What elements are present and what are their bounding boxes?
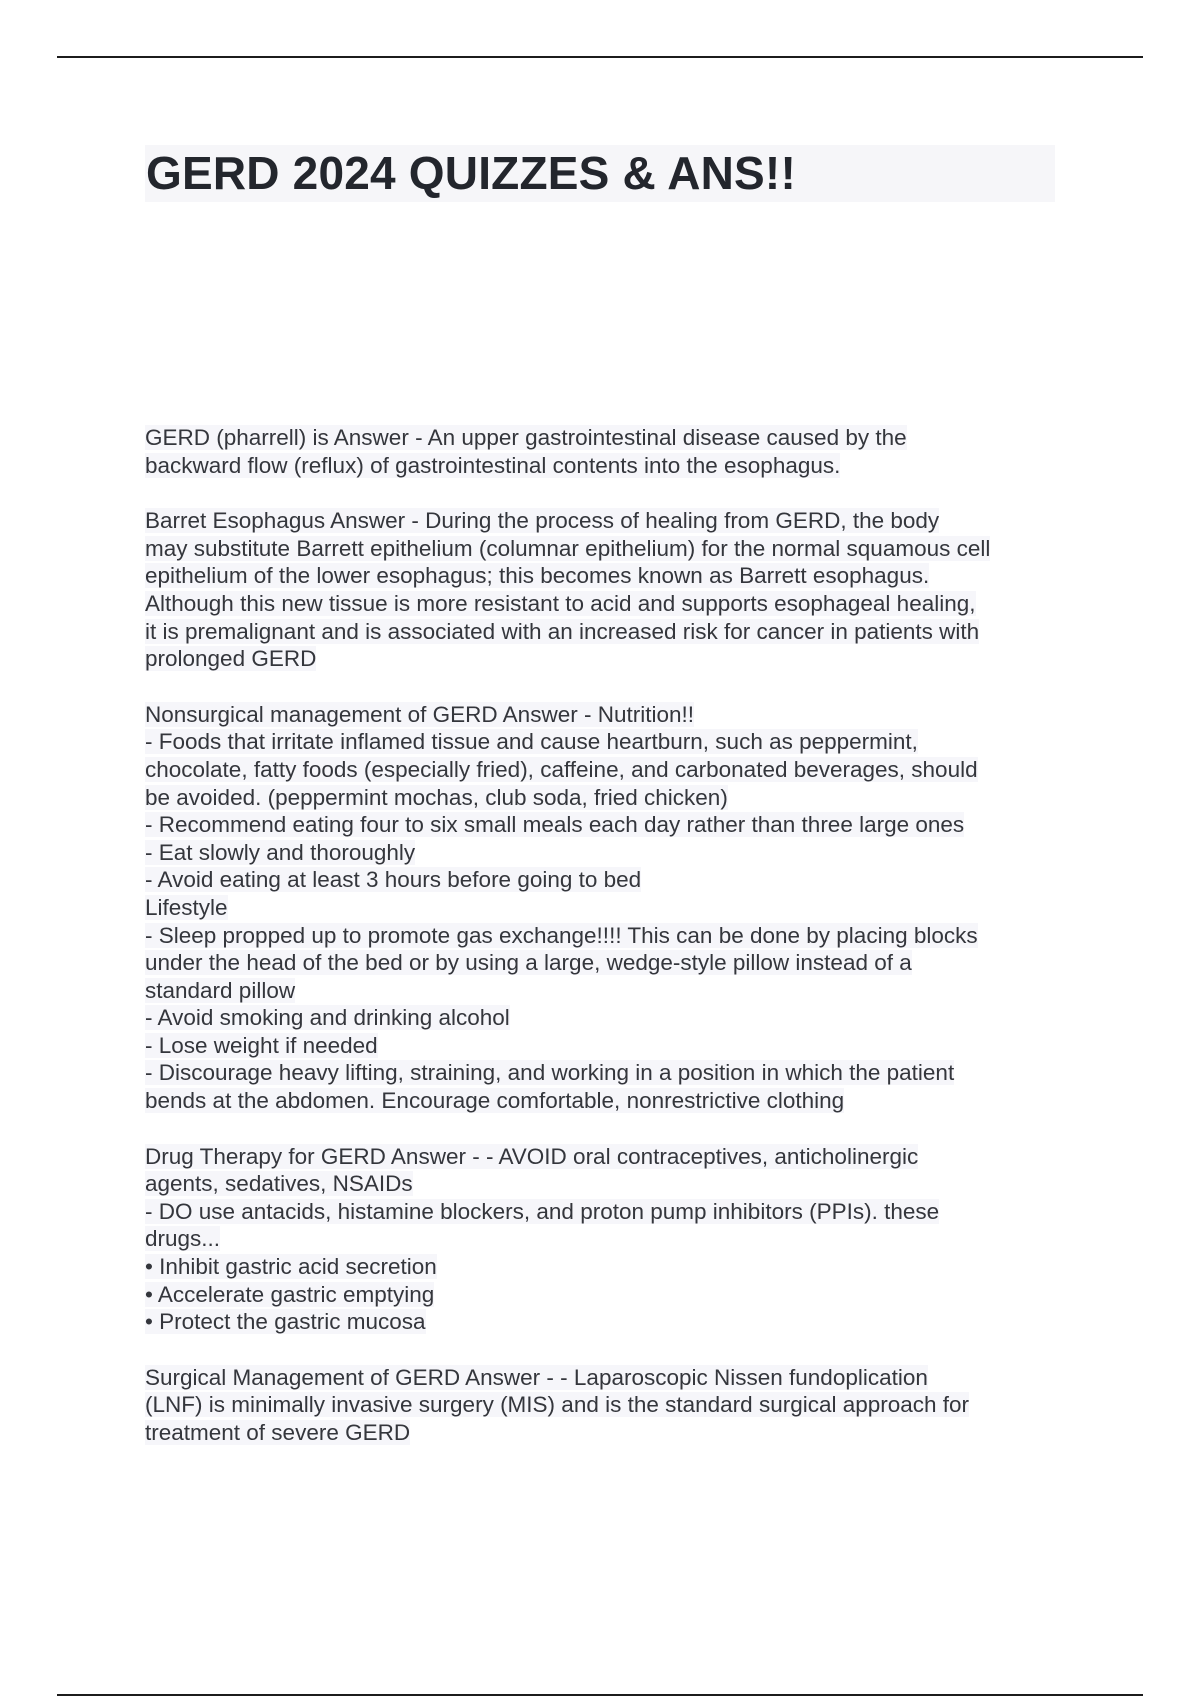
text-line: be avoided. (peppermint mochas, club soda, fried chicken) <box>145 784 728 810</box>
footer-rule <box>57 1694 1143 1696</box>
text-line: prolonged GERD <box>145 646 317 672</box>
page-title: GERD 2024 QUIZZES & ANS!! <box>146 147 796 199</box>
text-line: • Accelerate gastric emptying <box>145 1281 435 1307</box>
text-line: Surgical Management of GERD Answer - - Laparoscopic Nissen fundoplication <box>145 1364 928 1390</box>
text-line: - Discourage heavy lifting, straining, and working in a position in which the patient <box>145 1060 955 1086</box>
text-line: agents, sedatives, NSAIDs <box>145 1171 413 1197</box>
qa-item-surgical-management <box>145 1364 1065 1447</box>
qa-item-nonsurgical-management <box>145 701 1065 1115</box>
text-line: - Sleep propped up to promote gas exchange!!!! This can be done by placing blocks <box>145 922 978 948</box>
text-line: Lifestyle <box>145 894 228 920</box>
text-line: backward flow (reflux) of gastrointestinal contents into the esophagus. <box>145 452 841 478</box>
text-line: standard pillow <box>145 977 296 1003</box>
text-line: under the head of the bed or by using a large, wedge-style pillow instead of a <box>145 950 912 976</box>
qa-item-gerd-definition <box>145 424 1065 479</box>
text-line: - Recommend eating four to six small meals each day rather than three large ones <box>145 812 965 838</box>
text-line: may substitute Barrett epithelium (columnar epithelium) for the normal squamous cell <box>145 535 991 561</box>
text-line: drugs... <box>145 1226 221 1252</box>
text-line: (LNF) is minimally invasive surgery (MIS) and is the standard surgical approach for <box>145 1392 970 1418</box>
text-line: - Foods that irritate inflamed tissue and cause heartburn, such as peppermint, <box>145 729 918 755</box>
text-line: • Inhibit gastric acid secretion <box>145 1254 437 1280</box>
text-line: chocolate, fatty foods (especially fried), caffeine, and carbonated beverages, should <box>145 756 978 782</box>
text-line: - Lose weight if needed <box>145 1032 378 1058</box>
text-line: Nonsurgical management of GERD Answer - Nutrition!! <box>145 701 694 727</box>
text-line: - DO use antacids, histamine blockers, and proton pump inhibitors (PPIs). these <box>145 1198 940 1224</box>
text-line: bends at the abdomen. Encourage comfortable, nonrestrictive clothing <box>145 1088 845 1114</box>
text-line: - Avoid smoking and drinking alcohol <box>145 1005 510 1031</box>
text-line: epithelium of the lower esophagus; this becomes known as Barrett esophagus. <box>145 563 930 589</box>
text-line: it is premalignant and is associated with an increased risk for cancer in patients with <box>145 618 980 644</box>
qa-item-drug-therapy <box>145 1143 1065 1336</box>
text-line: - Avoid eating at least 3 hours before going to bed <box>145 867 642 893</box>
text-line: Barret Esophagus Answer - During the process of healing from GERD, the body <box>145 508 940 534</box>
text-line: • Protect the gastric mucosa <box>145 1309 426 1335</box>
text-line: - Eat slowly and thoroughly <box>145 839 416 865</box>
text-line: treatment of severe GERD <box>145 1420 411 1445</box>
header-rule <box>57 56 1143 58</box>
text-line: Although this new tissue is more resistant to acid and supports esophageal healing, <box>145 590 976 616</box>
document-body <box>145 424 1065 1475</box>
text-line: GERD (pharrell) is Answer - An upper gastrointestinal disease caused by the <box>145 425 907 450</box>
qa-item-barrett-esophagus <box>145 507 1065 673</box>
text-line: Drug Therapy for GERD Answer - - AVOID oral contraceptives, anticholinergic <box>145 1143 919 1169</box>
